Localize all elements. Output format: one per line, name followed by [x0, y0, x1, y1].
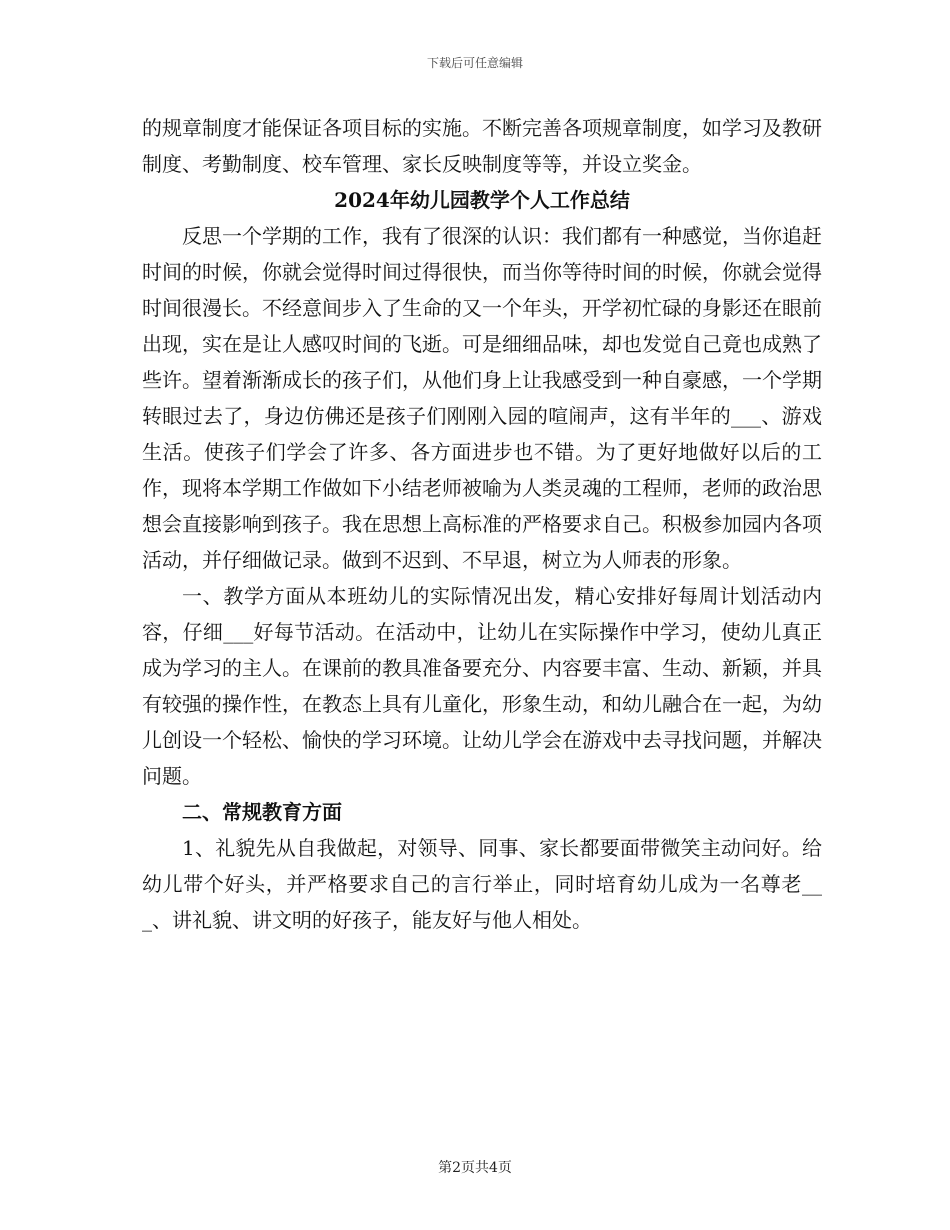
paragraph-reflection: 反思一个学期的工作，我有了很深的认识：我们都有一种感觉，当你追赶时间的时候，你就会觉得时间过得很快，而当你等待时间的时候，你就会觉得时间很漫长。不经意间步入了生命的又一个年头，开学初忙碌的身影还在眼前出现，实在是让人感叹时间的飞逝。可是细细品味，却也发觉自己竟也成熟了些许。望着渐渐成长的孩子们，从他们身上让我感受到一种自豪感，一个学期转眼过去了，身边仿佛还是孩子们刚刚入园的喧闹声，这有半年的___、游戏生活。使孩子们学会了许多、各方面进步也不错。为了更好地做好以后的工作，现将本学期工作做如下小结老师被喻为人类灵魂的工程师，老师的政治思想会直接影响到孩子。我在思想上高标准的严格要求自己。积极参加园内各项活动，并仔细做记录。做到不迟到、不早退，树立为人师表的形象。	[142, 224, 822, 572]
page-header-note: 下载后可任意编辑	[426, 56, 523, 70]
document-title: 2024年幼儿园教学个人工作总结	[334, 188, 630, 212]
paragraph-teaching: 一、教学方面从本班幼儿的实际情况出发，精心安排好每周计划活动内容，仔细___好每节活动。在活动中，让幼儿在实际操作中学习，使幼儿真正成为学习的主人。在课前的教具准备要充分、内容要丰富、生动、新颖，并具有较强的操作性，在教态上具有儿童化，形象生动，和幼儿融合在一起，为幼儿创设一个轻松、愉快的学习环境。让幼儿学会在游戏中去寻找问题，并解决问题。	[142, 584, 822, 788]
page-number-footer: 第2页共4页	[438, 1160, 512, 1176]
paragraph-courtesy: 1、礼貌先从自我做起，对领导、同事、家长都要面带微笑主动问好。给幼儿带个好头，并严格要求自己的言行举止，同时培育幼儿成为一名尊老___、讲礼貌、讲文明的好孩子，能友好与他人相处。	[142, 836, 822, 932]
document-body	[142, 110, 822, 938]
section-heading-routine-education: 二、常规教育方面	[182, 800, 342, 824]
carryover-paragraph: 的规章制度才能保证各项目标的实施。不断完善各项规章制度，如学习及教研制度、考勤制度、校车管理、家长反映制度等等，并设立奖金。	[142, 116, 822, 176]
